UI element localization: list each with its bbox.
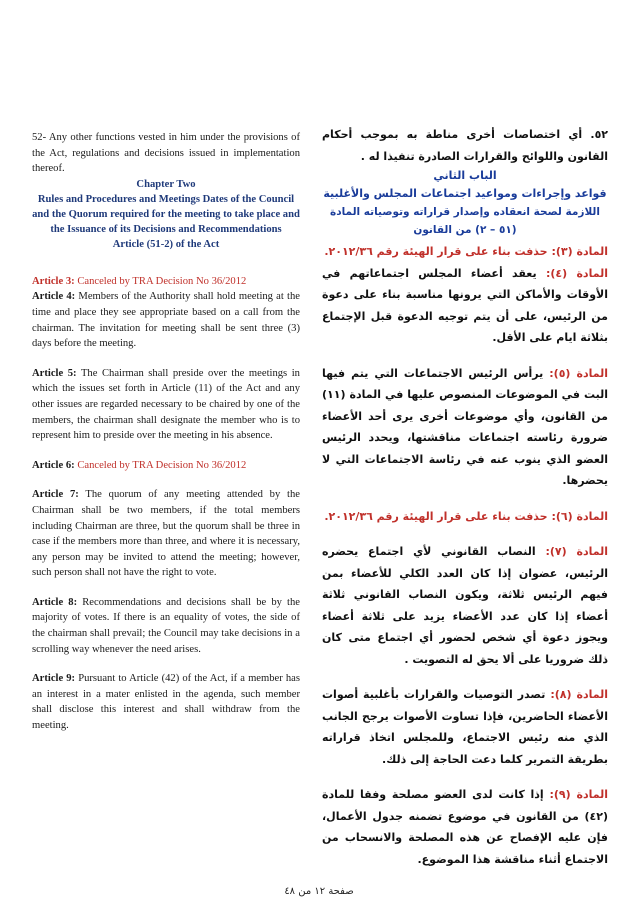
ar-article-7-text: النصاب القانوني لأي اجتماع يحضره الرئيس، عضوان إذا كان العدد الكلي للأعضاء بمن فيهم الرئيس ثلاثة، ويكون النصاب القانوني ثلاثة أعضاء إذا كان عدد الأعضاء يزيد على ثلاثة أعضاء ويجوز دعوة أي شخص لحضور أي اجتماع متى كان ذلك ضروريا على ألا يحق له التصويت . [322,545,608,666]
en-article-5-title: Article 5: [32,367,77,379]
ar-article-52-text: ٥٢. أي اختصاصات أخرى مناطة به بموجب أحكام القانون واللوائح والقرارات الصادرة تنفيذا له . [322,128,608,163]
en-article-6-title: Article 6: [32,459,75,471]
en-article-4-title: Article 4: [32,291,76,303]
en-article-9 [32,671,300,733]
ar-article-7-title: المادة (٧): [545,545,608,558]
ar-article-9-text: إذا كانت لدى العضو مصلحة وفقا للمادة (٤٢) من القانون في موضوع تضمنه جدول الأعمال، فإن عليه الإفصاح عن هذه المصلحة والانسحاب من الاجتماع أثناء مناقشة هذا الموضوع. [322,788,608,866]
ar-article-8-title: المادة (٨): [550,688,608,701]
ar-article-7 [322,541,608,670]
en-article-5-text: The Chairman shall preside over the meetings in which the issues set forth in Article (11) of the Act and any other issues are regarded necessary to be chaired by one of the members, the chairman shall designate the member who is to represent him to preside over the meeting in his absence. [32,367,300,442]
ar-article-4-title: المادة (٤): [545,266,608,280]
en-article-3 [32,274,300,352]
ar-article-6-text: حذفت بناء على قرار الهيئة رقم ٢٠١٢/٣٦. [324,509,548,523]
en-article-7-text: The quorum of any meeting attended by the Chairman shall be two members, if the total members including Chairman are three, but the quorum shall be three in case if the members more than three, and where it is necessary, any person may be invited to attend the meeting; however, such person shall not have the right to vote. [32,489,300,579]
ar-article-5-title: المادة (٥): [549,366,608,380]
en-chapter-subtitle: Rules and Procedures and Meetings Dates of the Council and the Quorum required for the meeting to take place and the Issuance of its Decisions and Recommendations [32,193,300,235]
ar-article-5-text: يرأس الرئيس الاجتماعات التي يتم فيها البت في الموضوعات المنصوص عليها في المادة (١١) من القانون، وأي موضوعات أخرى يرى أحد الأعضاء ضرورة رئاسته اجتماعات مناقشتها، ويحدد الرئيس العضو الذي ينوب عنه في رئاسة الاجتماعات التي لا يحضرها. [322,366,608,487]
en-article-8-text: Recommendations and decisions shall be by the majority of votes. If there is an equality of votes, the side of the chairman shall prevail; the Council may take decisions in a scrolling way whenever the need arises. [32,596,300,655]
ar-article-3-4 [322,241,608,349]
en-chapter-heading: Chapter Two [136,178,196,190]
en-article-3-title: Article 3: [32,275,75,287]
ar-article-6 [322,506,608,528]
ar-article-9-title: المادة (٩): [549,788,608,801]
ar-chapter-line2: اللازمة لصحة انعقاده وإصدار قراراته وتوصياته المادة (٥١ – ٢) من القانون [330,206,600,236]
en-chapter-article-ref: Article (51-2) of the Act [112,238,220,250]
en-article-4-text: Members of the Authority shall hold meeting at the time and place they see appropriate based on a call from the chairman. The invitation for meeting shall be sent three (3) days before the meeting. [32,291,300,350]
en-article-5 [32,366,300,444]
en-article-8-title: Article 8: [32,596,78,608]
ar-article-6-title: المادة (٦): [551,509,608,523]
en-article-7-title: Article 7: [32,489,79,501]
ar-article-52 [322,124,608,239]
en-article-9-text: Pursuant to Article (42) of the Act, if a member has an interest in a mater enlisted in the agenda, such member shall disclose this interest and shall withdraw from the meeting. [32,673,300,732]
en-article-6 [32,458,300,474]
ar-article-3-text: حذفت بناء على قرار الهيئة رقم ٢٠١٢/٣٦. [324,245,548,258]
en-article-9-title: Article 9: [32,673,76,685]
arabic-column [322,124,608,884]
en-article-8 [32,595,300,657]
en-article-52-text: 52- Any other functions vested in him under the provisions of the Act, regulations and decisions issued in implementation thereof. [32,132,300,175]
page-number-footer: صفحة ١٢ من ٤٨ [284,886,354,897]
en-article-7 [32,487,300,581]
ar-article-8-text: تصدر التوصيات والقرارات بأغلبية أصوات الأعضاء الحاضرين، فإذا تساوت الأصوات يرجح الجانب الذي منه رئيس الاجتماع، وللمجلس اتخاذ قراراته بطريقة التمرير كلما دعت الحاجة إلى ذلك. [322,688,608,766]
ar-article-9 [322,784,608,870]
ar-article-4-text: يعقد أعضاء المجلس اجتماعاتهم في الأوقات والأماكن التي يرونها مناسبة بناء على دعوة من الرئيس، على أن يتم توجيه الدعوة قبل الإجتماع بثلاثة ايام على الأقل. [322,266,608,344]
en-article-3-text: Canceled by TRA Decision No 36/2012 [77,275,247,287]
en-article-6-text: Canceled by TRA Decision No 36/2012 [77,459,247,471]
en-article-52 [32,130,300,252]
ar-chapter-subtitle: قواعد وإجراءات ومواعيد اجتماعات المجلس والأغلبية [323,187,607,200]
ar-article-5 [322,363,608,492]
ar-article-3-title: المادة (٣): [551,245,608,258]
ar-chapter-heading: الباب الثاني [433,169,497,182]
ar-article-8 [322,684,608,770]
english-column [32,130,300,748]
